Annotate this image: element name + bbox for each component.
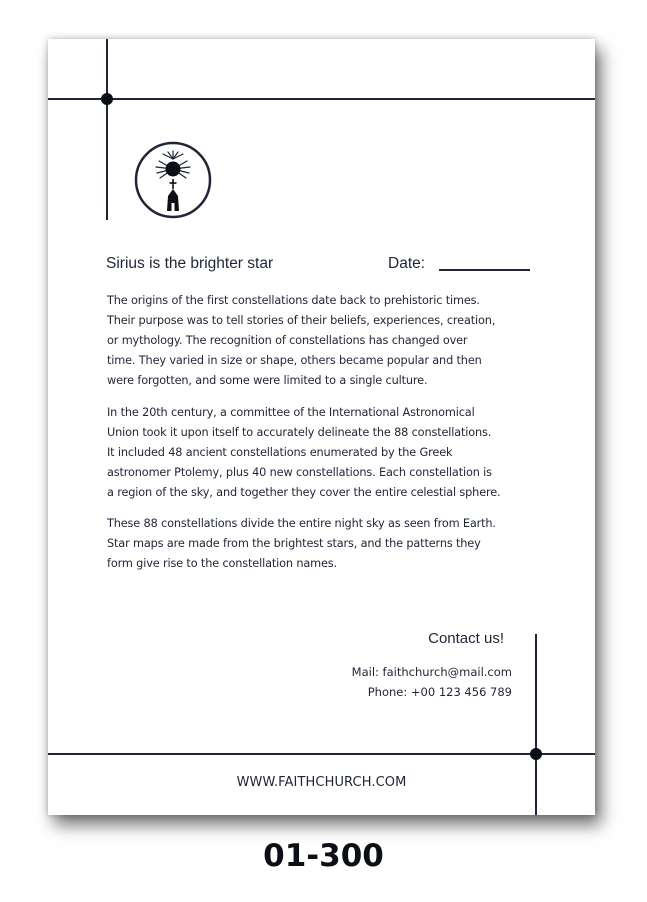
top-horizontal-rule <box>48 98 595 100</box>
paragraph-line: were forgotten, and some were limited to a single culture. <box>107 374 428 387</box>
product-code: 01-300 <box>263 838 384 874</box>
body-paragraph-2 <box>107 403 547 503</box>
contact-mail: Mail: faithchurch@mail.com <box>351 665 512 679</box>
top-vertical-rule <box>106 39 108 220</box>
paragraph-line: astronomer Ptolemy, plus 40 new constellations. Each constellation is <box>107 466 492 479</box>
paragraph-line: It included 48 ancient constellations enumerated by the Greek <box>107 446 453 459</box>
paragraph-line: a region of the sky, and together they cover the entire celestial sphere. <box>107 486 501 499</box>
body-paragraph-3 <box>107 514 547 574</box>
paragraph-line: Star maps are made from the brightest stars, and the patterns they <box>107 537 481 550</box>
paragraph-line: Their purpose was to tell stories of their beliefs, experiences, creation, <box>107 314 496 327</box>
top-intersection-dot <box>101 93 113 105</box>
bottom-intersection-dot <box>530 748 542 760</box>
bottom-horizontal-rule <box>48 753 595 755</box>
paragraph-line: Union took it upon itself to accurately delineate the 88 constellations. <box>107 426 492 439</box>
date-fill-line <box>439 269 530 271</box>
paragraph-line: or mythology. The recognition of constellations has changed over <box>107 334 468 347</box>
church-sunburst-logo-icon <box>134 141 212 219</box>
contact-heading: Contact us! <box>428 630 504 647</box>
paragraph-line: The origins of the first constellations date back to prehistoric times. <box>107 294 480 307</box>
website-footer: WWW.FAITHCHURCH.COM <box>236 775 407 790</box>
subject-heading: Sirius is the brighter star <box>106 255 274 272</box>
paragraph-line: In the 20th century, a committee of the International Astronomical <box>107 406 475 419</box>
paragraph-line: These 88 constellations divide the entire night sky as seen from Earth. <box>107 517 496 530</box>
letterhead-page <box>48 39 595 815</box>
body-paragraph-1 <box>107 291 547 391</box>
contact-phone: Phone: +00 123 456 789 <box>367 685 512 699</box>
paragraph-line: time. They varied in size or shape, others became popular and then <box>107 354 482 367</box>
paragraph-line: form give rise to the constellation names. <box>107 557 337 570</box>
date-label: Date: <box>388 255 426 272</box>
